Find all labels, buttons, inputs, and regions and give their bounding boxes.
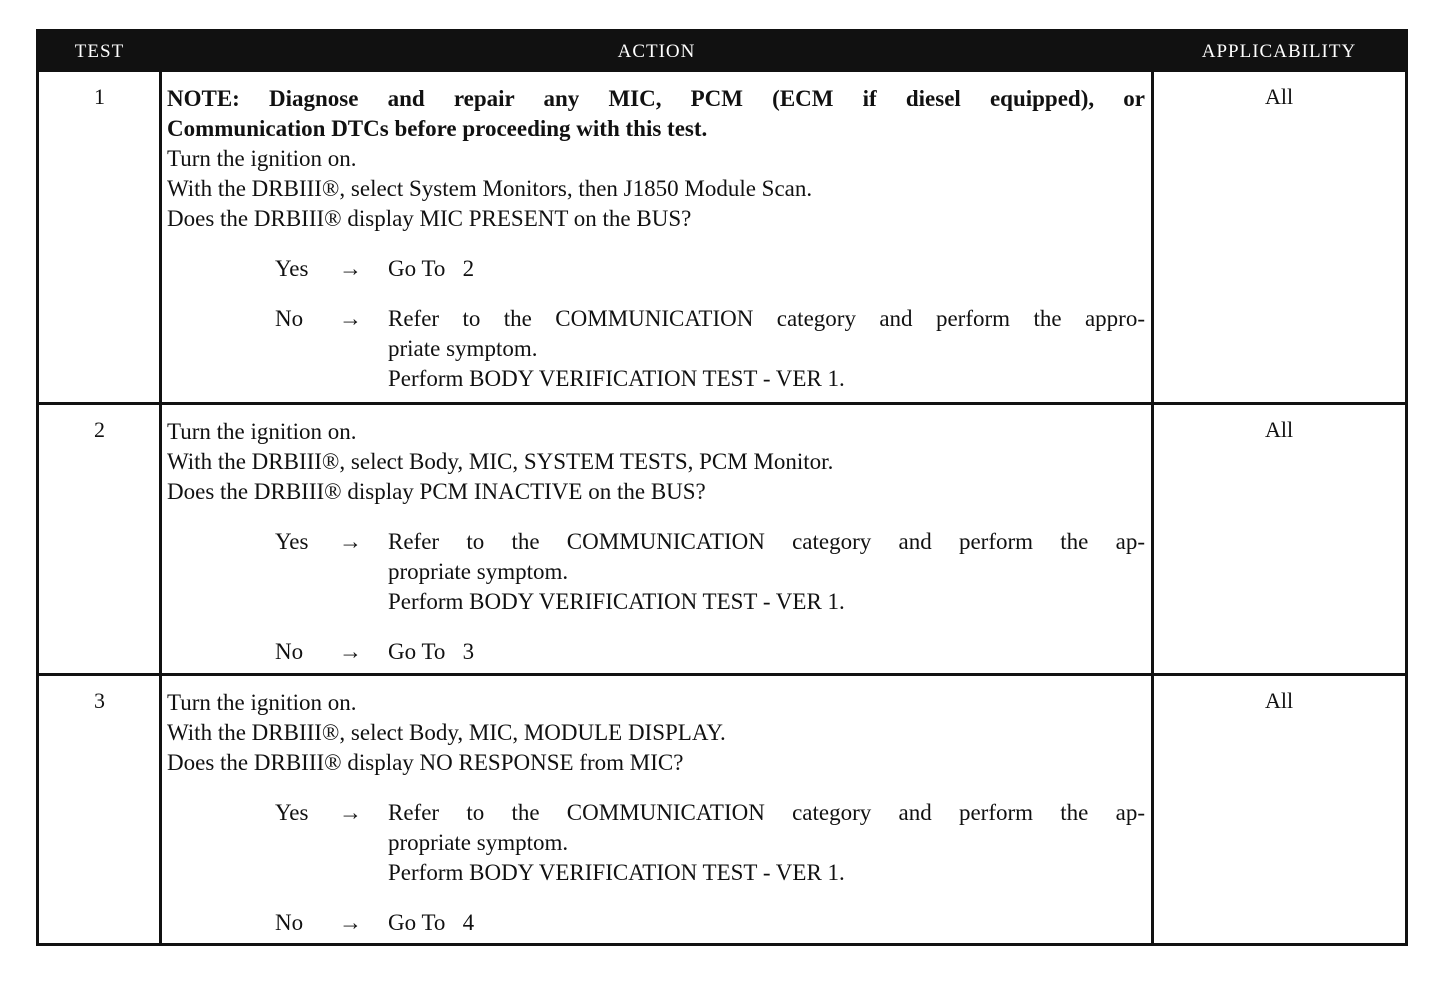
- instruction-line: With the DRBIII®, select System Monitors, then J1850 Module Scan.: [167, 176, 813, 201]
- no-response: [167, 637, 1145, 667]
- yes-label: Yes: [275, 800, 309, 825]
- response-text: Perform BODY VERIFICATION TEST - VER 1.: [388, 589, 845, 614]
- no-label: No: [275, 306, 304, 331]
- arrow-icon: →: [339, 306, 362, 331]
- response-text: Go To 4: [388, 910, 475, 935]
- no-response: [167, 908, 1145, 938]
- test-table: [36, 29, 1408, 946]
- action-cell: [167, 84, 1145, 394]
- yes-response: [167, 254, 1145, 284]
- applicability-cell: All: [1264, 84, 1294, 109]
- action-cell: [167, 417, 1145, 667]
- instruction-line: With the DRBIII®, select Body, MIC, SYSTEM TESTS, PCM Monitor.: [167, 449, 834, 474]
- response-text: Refer to the COMMUNICATION category and perform the appro-: [388, 306, 1145, 331]
- test-number: 2: [94, 417, 105, 442]
- table-row: [39, 405, 1405, 673]
- instruction-line: Turn the ignition on.: [167, 146, 357, 171]
- question-line: Does the DRBIII® display PCM INACTIVE on the BUS?: [167, 479, 706, 504]
- action-cell: [167, 688, 1145, 938]
- question-line: Does the DRBIII® display MIC PRESENT on the BUS?: [167, 206, 692, 231]
- applicability-cell: All: [1264, 688, 1294, 713]
- yes-label: Yes: [275, 529, 309, 554]
- arrow-icon: →: [339, 910, 362, 935]
- response-text: Refer to the COMMUNICATION category and perform the ap-: [388, 529, 1145, 554]
- note-line: NOTE: Diagnose and repair any MIC, PCM (ECM if diesel equipped), or: [167, 86, 1145, 111]
- header-test: TEST: [74, 41, 125, 62]
- note-text: [167, 84, 1145, 144]
- arrow-icon: →: [339, 639, 362, 664]
- response-text: Perform BODY VERIFICATION TEST - VER 1.: [388, 860, 845, 885]
- response-text: Go To 3: [388, 639, 475, 664]
- response-text: propriate symptom.: [388, 830, 569, 855]
- yes-response: [167, 798, 1145, 888]
- no-response: [167, 304, 1145, 394]
- arrow-icon: →: [339, 256, 362, 281]
- table-header: [39, 32, 1405, 72]
- header-applicability: APPLICABILITY: [1201, 41, 1357, 62]
- arrow-icon: →: [339, 529, 362, 554]
- response-text: Perform BODY VERIFICATION TEST - VER 1.: [388, 366, 845, 391]
- arrow-icon: →: [339, 800, 362, 825]
- test-number: 3: [94, 688, 105, 713]
- response-text: Go To 2: [388, 256, 475, 281]
- no-label: No: [275, 910, 304, 935]
- instruction-line: Turn the ignition on.: [167, 419, 357, 444]
- response-text: priate symptom.: [388, 336, 538, 361]
- response-text: Refer to the COMMUNICATION category and perform the ap-: [388, 800, 1145, 825]
- no-label: No: [275, 639, 304, 664]
- instruction-line: Turn the ignition on.: [167, 690, 357, 715]
- note-line: Communication DTCs before proceeding with this test.: [167, 116, 708, 141]
- yes-response: [167, 527, 1145, 617]
- yes-label: Yes: [275, 256, 309, 281]
- table-row: [39, 676, 1405, 944]
- header-action: ACTION: [617, 41, 696, 62]
- response-text: propriate symptom.: [388, 559, 569, 584]
- table-row: [39, 72, 1405, 403]
- applicability-cell: All: [1264, 417, 1294, 442]
- question-line: Does the DRBIII® display NO RESPONSE from MIC?: [167, 750, 684, 775]
- test-number: 1: [94, 84, 105, 109]
- instruction-line: With the DRBIII®, select Body, MIC, MODULE DISPLAY.: [167, 720, 726, 745]
